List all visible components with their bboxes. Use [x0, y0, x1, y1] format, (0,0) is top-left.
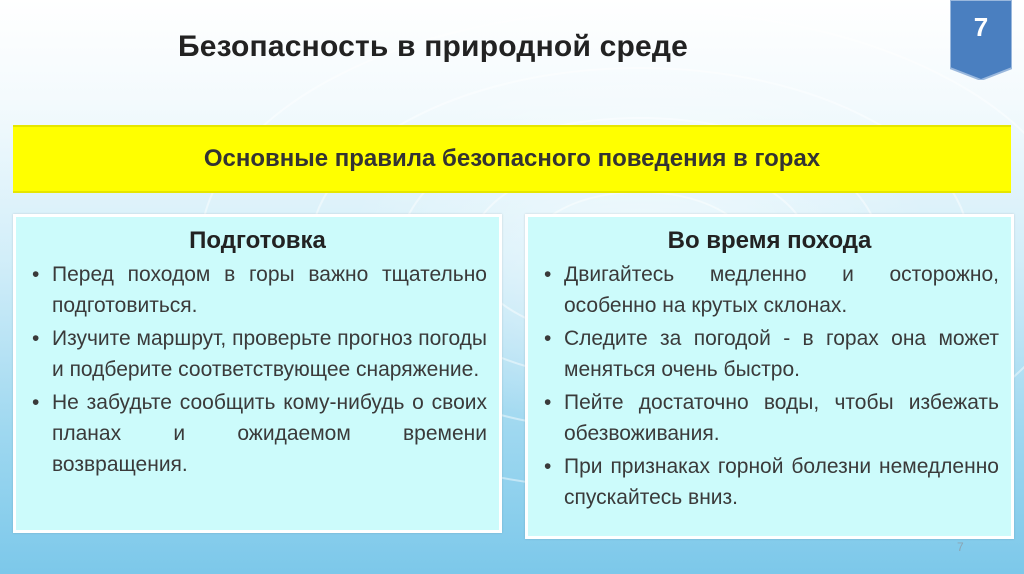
list-item: • Пейте достаточно воды, чтобы избежать обезвоживания.	[542, 387, 999, 449]
preparation-heading: Подготовка	[189, 227, 326, 254]
preparation-card	[13, 214, 502, 533]
list-item: • Изучите маршрут, проверьте прогноз погоды и подберите соответствующее снаряжение.	[30, 323, 487, 385]
list-item: • Не забудьте сообщить кому-нибудь о своих планах и ожидаемом времени возвращения.	[30, 387, 487, 480]
section-banner	[13, 125, 1011, 193]
during-hike-card	[525, 214, 1014, 539]
list-item: • Перед походом в горы важно тщательно подготовиться.	[30, 259, 487, 321]
list-item: • Двигайтесь медленно и осторожно, особенно на крутых склонах.	[542, 259, 999, 321]
badge-number: 7	[973, 12, 989, 42]
during-hike-list	[528, 259, 1011, 513]
page-number: 7	[957, 540, 964, 554]
list-item: • При признаках горной болезни немедленно спускайтесь вниз.	[542, 451, 999, 513]
list-item: • Следите за погодой - в горах она может меняться очень быстро.	[542, 323, 999, 385]
during-hike-heading: Во время похода	[667, 227, 872, 254]
banner-text: Основные правила безопасного поведения в горах	[203, 145, 821, 172]
preparation-list	[16, 259, 499, 480]
slide-title: Безопасность в природной среде	[178, 30, 689, 63]
